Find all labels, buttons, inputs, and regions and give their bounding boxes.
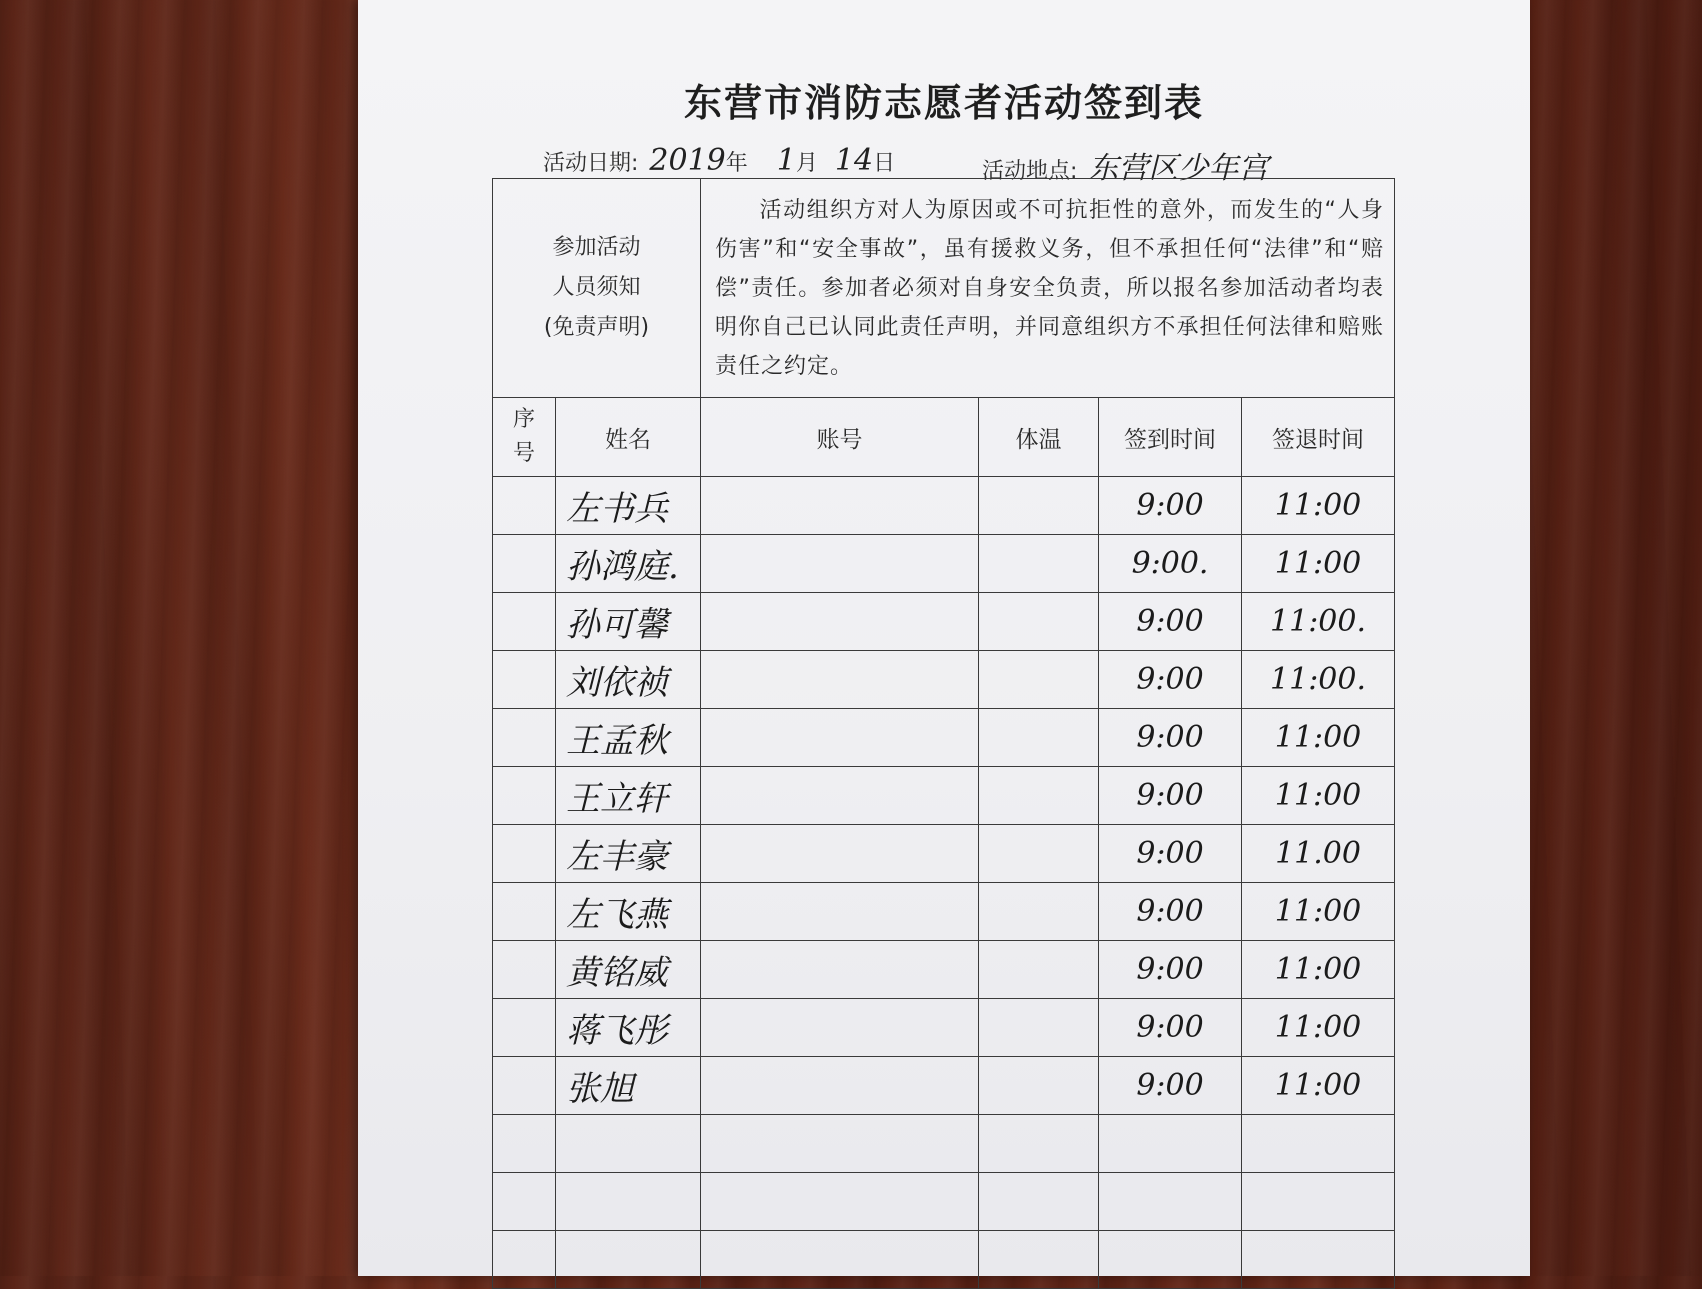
- disclaimer-label-line2: 人员须知: [552, 275, 641, 300]
- table-row: [493, 1173, 1395, 1231]
- account-cell: [701, 709, 979, 767]
- table-row: [493, 709, 1395, 767]
- name-cell: 蒋飞彤: [556, 999, 701, 1057]
- table-row: [493, 767, 1395, 825]
- header-name: 姓名: [556, 398, 701, 477]
- date-month-unit: 月: [795, 151, 818, 176]
- table-row: [493, 1057, 1395, 1115]
- date-day-unit: 日: [873, 151, 896, 176]
- seq-cell: [493, 825, 556, 883]
- place-label: 活动地点:: [982, 159, 1078, 184]
- account-cell: [701, 593, 979, 651]
- checkin-time-cell: 9:00.: [1099, 535, 1242, 593]
- temperature-cell: [979, 709, 1099, 767]
- seq-cell: [493, 941, 556, 999]
- checkin-time-cell: 9:00: [1099, 1057, 1242, 1115]
- disclaimer-row: [493, 179, 1395, 398]
- date-year: 2019: [649, 143, 726, 178]
- account-cell: [701, 1231, 979, 1289]
- table-header: [493, 398, 1395, 477]
- account-cell: [701, 767, 979, 825]
- header-temperature: 体温: [979, 398, 1099, 477]
- header-account: 账号: [701, 398, 979, 477]
- temperature-cell: [979, 941, 1099, 999]
- table-row: [493, 477, 1395, 535]
- name-cell: 孙鸿庭.: [556, 535, 701, 593]
- seq-cell: [493, 651, 556, 709]
- checkin-time-cell: [1099, 1115, 1242, 1173]
- table-row: [493, 999, 1395, 1057]
- temperature-cell: [979, 1057, 1099, 1115]
- checkin-time-cell: 9:00: [1099, 825, 1242, 883]
- checkout-time-cell: 11:00.: [1242, 593, 1395, 651]
- header-seq: [493, 398, 556, 477]
- date-month: 1: [776, 143, 796, 178]
- checkout-time-cell: 11:00: [1242, 883, 1395, 941]
- table-row: [493, 651, 1395, 709]
- temperature-cell: [979, 883, 1099, 941]
- name-cell: 黄铭威: [556, 941, 701, 999]
- account-cell: [701, 535, 979, 593]
- account-cell: [701, 477, 979, 535]
- name-cell: 左书兵: [556, 477, 701, 535]
- checkout-time-cell: 11:00: [1242, 1057, 1395, 1115]
- temperature-cell: [979, 1231, 1099, 1289]
- seq-cell: [493, 767, 556, 825]
- checkin-time-cell: 9:00: [1099, 999, 1242, 1057]
- date-label: 活动日期:: [543, 151, 639, 176]
- header-checkin-time: 签到时间: [1099, 398, 1242, 477]
- account-cell: [701, 883, 979, 941]
- account-cell: [701, 651, 979, 709]
- date-year-unit: 年: [725, 151, 748, 176]
- temperature-cell: [979, 535, 1099, 593]
- name-cell: 王孟秋: [556, 709, 701, 767]
- account-cell: [701, 1173, 979, 1231]
- name-cell: 张旭: [556, 1057, 701, 1115]
- header-seq-line2: 号: [512, 441, 535, 466]
- checkout-time-cell: 11:00: [1242, 709, 1395, 767]
- checkout-time-cell: [1242, 1173, 1395, 1231]
- seq-cell: [493, 709, 556, 767]
- name-cell: 孙可馨: [556, 593, 701, 651]
- checkin-time-cell: 9:00: [1099, 883, 1242, 941]
- checkout-time-cell: 11:00: [1242, 941, 1395, 999]
- name-cell: [556, 1231, 701, 1289]
- place-value: 东营区少年宫: [1088, 151, 1269, 186]
- seq-cell: [493, 999, 556, 1057]
- account-cell: [701, 999, 979, 1057]
- table-row: [493, 941, 1395, 999]
- account-cell: [701, 941, 979, 999]
- temperature-cell: [979, 767, 1099, 825]
- name-cell: 王立轩: [556, 767, 701, 825]
- checkout-time-cell: [1242, 1115, 1395, 1173]
- account-cell: [701, 1115, 979, 1173]
- checkout-time-cell: 11:00: [1242, 999, 1395, 1057]
- sign-in-table: [492, 178, 1395, 1289]
- seq-cell: [493, 1173, 556, 1231]
- account-cell: [701, 825, 979, 883]
- seq-cell: [493, 593, 556, 651]
- temperature-cell: [979, 1173, 1099, 1231]
- checkout-time-cell: 11:00.: [1242, 651, 1395, 709]
- name-cell: 左丰豪: [556, 825, 701, 883]
- disclaimer-label-line1: 参加活动: [552, 235, 641, 260]
- seq-cell: [493, 1115, 556, 1173]
- disclaimer-text: [701, 179, 1395, 398]
- seq-cell: [493, 1057, 556, 1115]
- name-cell: 刘依祯: [556, 651, 701, 709]
- checkout-time-cell: [1242, 1231, 1395, 1289]
- disclaimer-text-body: 活动组织方对人为原因或不可抗拒性的意外，而发生的“人身伤害”和“安全事故”，虽有援救义务，但不承担任何“法律”和“赔偿”责任。参加者必须对自身安全负责，所以报名参加活动者均表明你自己已认同此责任声明，并同意组织方不承担任何法律和赔账责任之约定。: [715, 197, 1385, 379]
- temperature-cell: [979, 477, 1099, 535]
- checkin-time-cell: 9:00: [1099, 593, 1242, 651]
- temperature-cell: [979, 593, 1099, 651]
- seq-cell: [493, 477, 556, 535]
- header-seq-line1: 序: [512, 407, 535, 432]
- table-row: [493, 1115, 1395, 1173]
- table-row: [493, 1231, 1395, 1289]
- disclaimer-label-line3: (免责声明): [543, 315, 650, 340]
- temperature-cell: [979, 651, 1099, 709]
- seq-cell: [493, 883, 556, 941]
- checkin-time-cell: 9:00: [1099, 709, 1242, 767]
- checkin-time-cell: 9:00: [1099, 477, 1242, 535]
- checkout-time-cell: 11:00: [1242, 477, 1395, 535]
- name-cell: 左飞燕: [556, 883, 701, 941]
- disclaimer-label: [493, 179, 701, 398]
- checkout-time-cell: 11:00: [1242, 535, 1395, 593]
- temperature-cell: [979, 1115, 1099, 1173]
- date-day: 14: [834, 143, 874, 178]
- temperature-cell: [979, 999, 1099, 1057]
- checkin-time-cell: [1099, 1173, 1242, 1231]
- checkin-time-cell: 9:00: [1099, 767, 1242, 825]
- sheet-title: 东营市消防志愿者活动签到表: [683, 80, 1204, 125]
- checkin-time-cell: [1099, 1231, 1242, 1289]
- name-cell: [556, 1173, 701, 1231]
- table-row: [493, 593, 1395, 651]
- seq-cell: [493, 535, 556, 593]
- checkin-time-cell: 9:00: [1099, 941, 1242, 999]
- table-row: [493, 535, 1395, 593]
- table-row: [493, 825, 1395, 883]
- name-cell: [556, 1115, 701, 1173]
- account-cell: [701, 1057, 979, 1115]
- checkout-time-cell: 11.00: [1242, 825, 1395, 883]
- temperature-cell: [979, 825, 1099, 883]
- header-checkout-time: 签退时间: [1242, 398, 1395, 477]
- seq-cell: [493, 1231, 556, 1289]
- activity-date: [543, 143, 895, 178]
- checkout-time-cell: 11:00: [1242, 767, 1395, 825]
- checkin-time-cell: 9:00: [1099, 651, 1242, 709]
- table-row: [493, 883, 1395, 941]
